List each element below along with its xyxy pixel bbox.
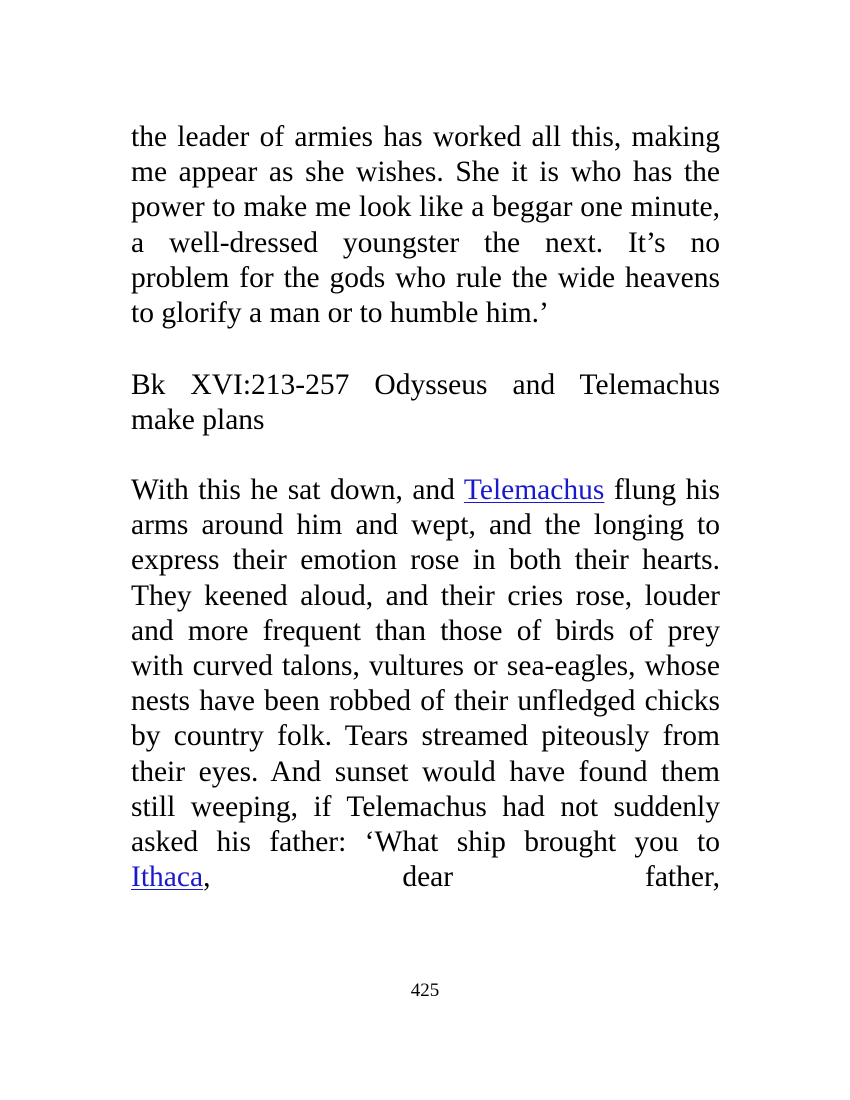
- telemachus-link[interactable]: Telemachus: [463, 474, 605, 506]
- paragraph-text-segment: flung his arms around him and wept, and the longing to express their emotion rose in both their hearts. They keened aloud, and their cries rose, louder and more frequent than those of birds of prey with curved talons, vultures or sea-eagles, whose nests have been robbed of their unfledged chicks by country folk. Tears streamed piteously from their eyes. And sunset would have found them still weeping, if Telemachus had not suddenly asked his father: ‘What ship brought you to: [131, 474, 721, 859]
- paragraph-text-segment: With this he sat down, and: [131, 474, 464, 506]
- paragraph-text-segment: , dear father,: [203, 861, 720, 894]
- body-paragraph-with-links: [131, 473, 720, 895]
- body-paragraph: the leader of armies has worked all this, making me appear as she wishes. She it is who has the power to make me look like a beggar one minute, a well-dressed youngster the next. It’s no problem for the gods who rule the wide heavens to glorify a man or to humble him.’: [131, 121, 720, 330]
- page-number: 425: [410, 980, 440, 1001]
- ithaca-link[interactable]: Ithaca: [131, 861, 204, 894]
- section-heading: Bk XVI:213-257 Odysseus and Telemachus make plans: [131, 369, 720, 437]
